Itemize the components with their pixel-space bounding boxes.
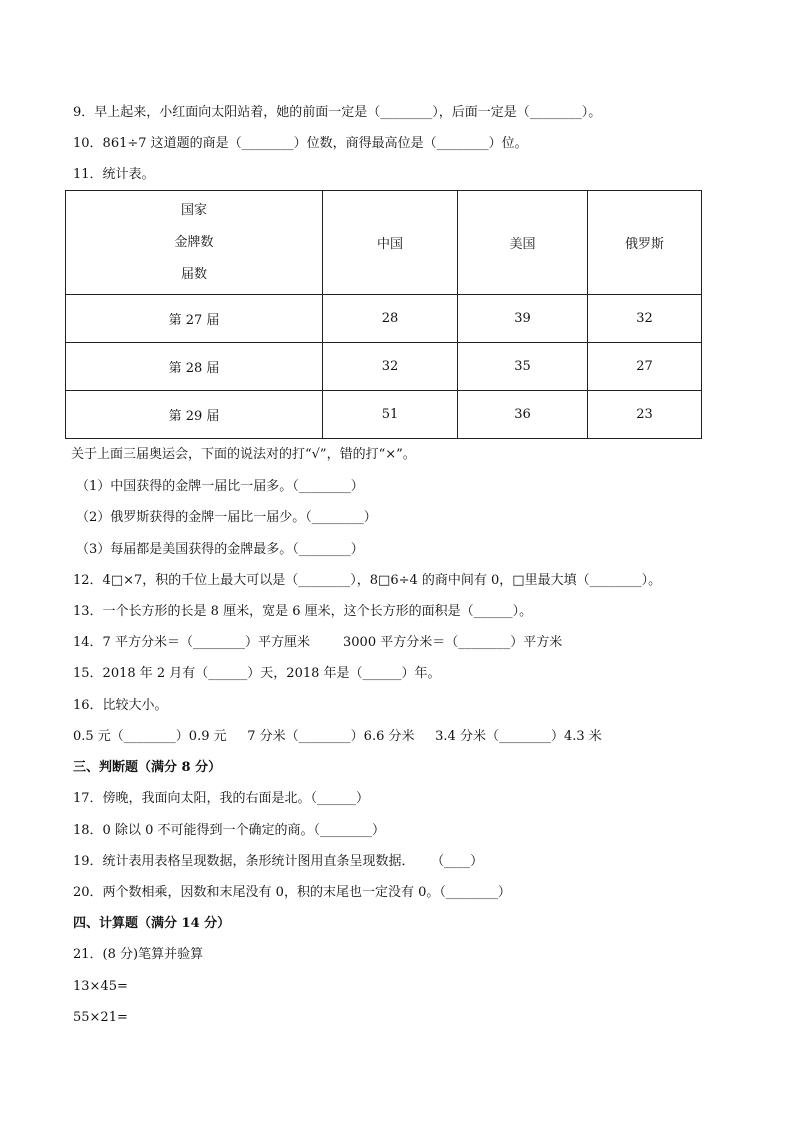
section-3-title: 三、判断题（满分 8 分） <box>73 760 222 775</box>
table-row <box>66 343 702 391</box>
question-17: 17．傍晚，我面向太阳，我的右面是北。（______） <box>73 791 370 806</box>
row-label: 第 29 届 <box>66 391 323 439</box>
question-21: 21．(8 分)笔算并验算 <box>73 947 204 962</box>
question-20: 20．两个数相乘，因数和末尾没有 0，积的末尾也一定没有 0。（________） <box>73 885 511 900</box>
row-label: 第 28 届 <box>66 343 323 391</box>
row-label: 第 27 届 <box>66 295 323 343</box>
question-18: 18．0 除以 0 不可能得到一个确定的商。（________） <box>73 823 385 838</box>
calculation-1: 13×45= <box>73 979 128 994</box>
question-14: 14．7 平方分米＝（________）平方厘米 3000 平方分米＝（________）平方米 <box>73 635 563 650</box>
table-corner-cell <box>66 191 323 295</box>
question-15: 15．2018 年 2 月有（______）天，2018 年是（______）年。 <box>73 666 441 681</box>
question-9: 9．早上起来，小红面向太阳站着，她的前面一定是（________），后面一定是（________）。 <box>73 105 602 120</box>
question-16: 16．比较大小。 <box>73 698 168 713</box>
table-cell: 51 <box>323 391 458 439</box>
table-row <box>66 391 702 439</box>
corner-label-country: 国家 <box>180 202 207 218</box>
medal-statistics-table <box>65 190 702 439</box>
column-header-usa: 美国 <box>458 191 588 295</box>
question-13: 13．一个长方形的长是 8 厘米，宽是 6 厘米，这个长方形的面积是（______）。 <box>73 604 533 619</box>
question-16-items: 0.5 元（________）0.9 元 7 分米（________）6.6 分米 3.4 分米（________）4.3 米 <box>73 729 602 744</box>
question-12: 12．4□×7，积的千位上最大可以是（________），8□6÷4 的商中间有 0，□里最大填（________）。 <box>73 573 662 588</box>
table-instructions: 关于上面三届奥运会，下面的说法对的打“√”，错的打“×”。 <box>71 447 416 462</box>
statement-1: （1）中国获得的金牌一届比一届多。（________） <box>76 479 364 494</box>
statement-3: （3）每届都是美国获得的金牌最多。（________） <box>76 542 364 557</box>
corner-label-medals: 金牌数 <box>174 234 214 250</box>
table-row <box>66 295 702 343</box>
question-10: 10．861÷7 这道题的商是（________）位数，商得最高位是（________）位。 <box>73 136 528 151</box>
column-header-russia: 俄罗斯 <box>588 191 702 295</box>
statement-2: （2）俄罗斯获得的金牌一届比一届少。（________） <box>76 510 377 525</box>
table-cell: 23 <box>588 391 702 439</box>
table-cell: 27 <box>588 343 702 391</box>
question-19: 19．统计表用表格呈现数据，条形统计图用直条呈现数据． （____） <box>73 854 484 869</box>
calculation-2: 55×21= <box>73 1010 128 1025</box>
table-header-row <box>66 191 702 295</box>
column-header-china: 中国 <box>323 191 458 295</box>
table-cell: 28 <box>323 295 458 343</box>
table-cell: 39 <box>458 295 588 343</box>
corner-label-edition: 届数 <box>180 266 207 282</box>
section-4-title: 四、计算题（满分 14 分） <box>73 916 231 931</box>
table-cell: 35 <box>458 343 588 391</box>
question-11: 11．统计表。 <box>73 167 155 182</box>
table-cell: 32 <box>588 295 702 343</box>
table-cell: 36 <box>458 391 588 439</box>
table-cell: 32 <box>323 343 458 391</box>
